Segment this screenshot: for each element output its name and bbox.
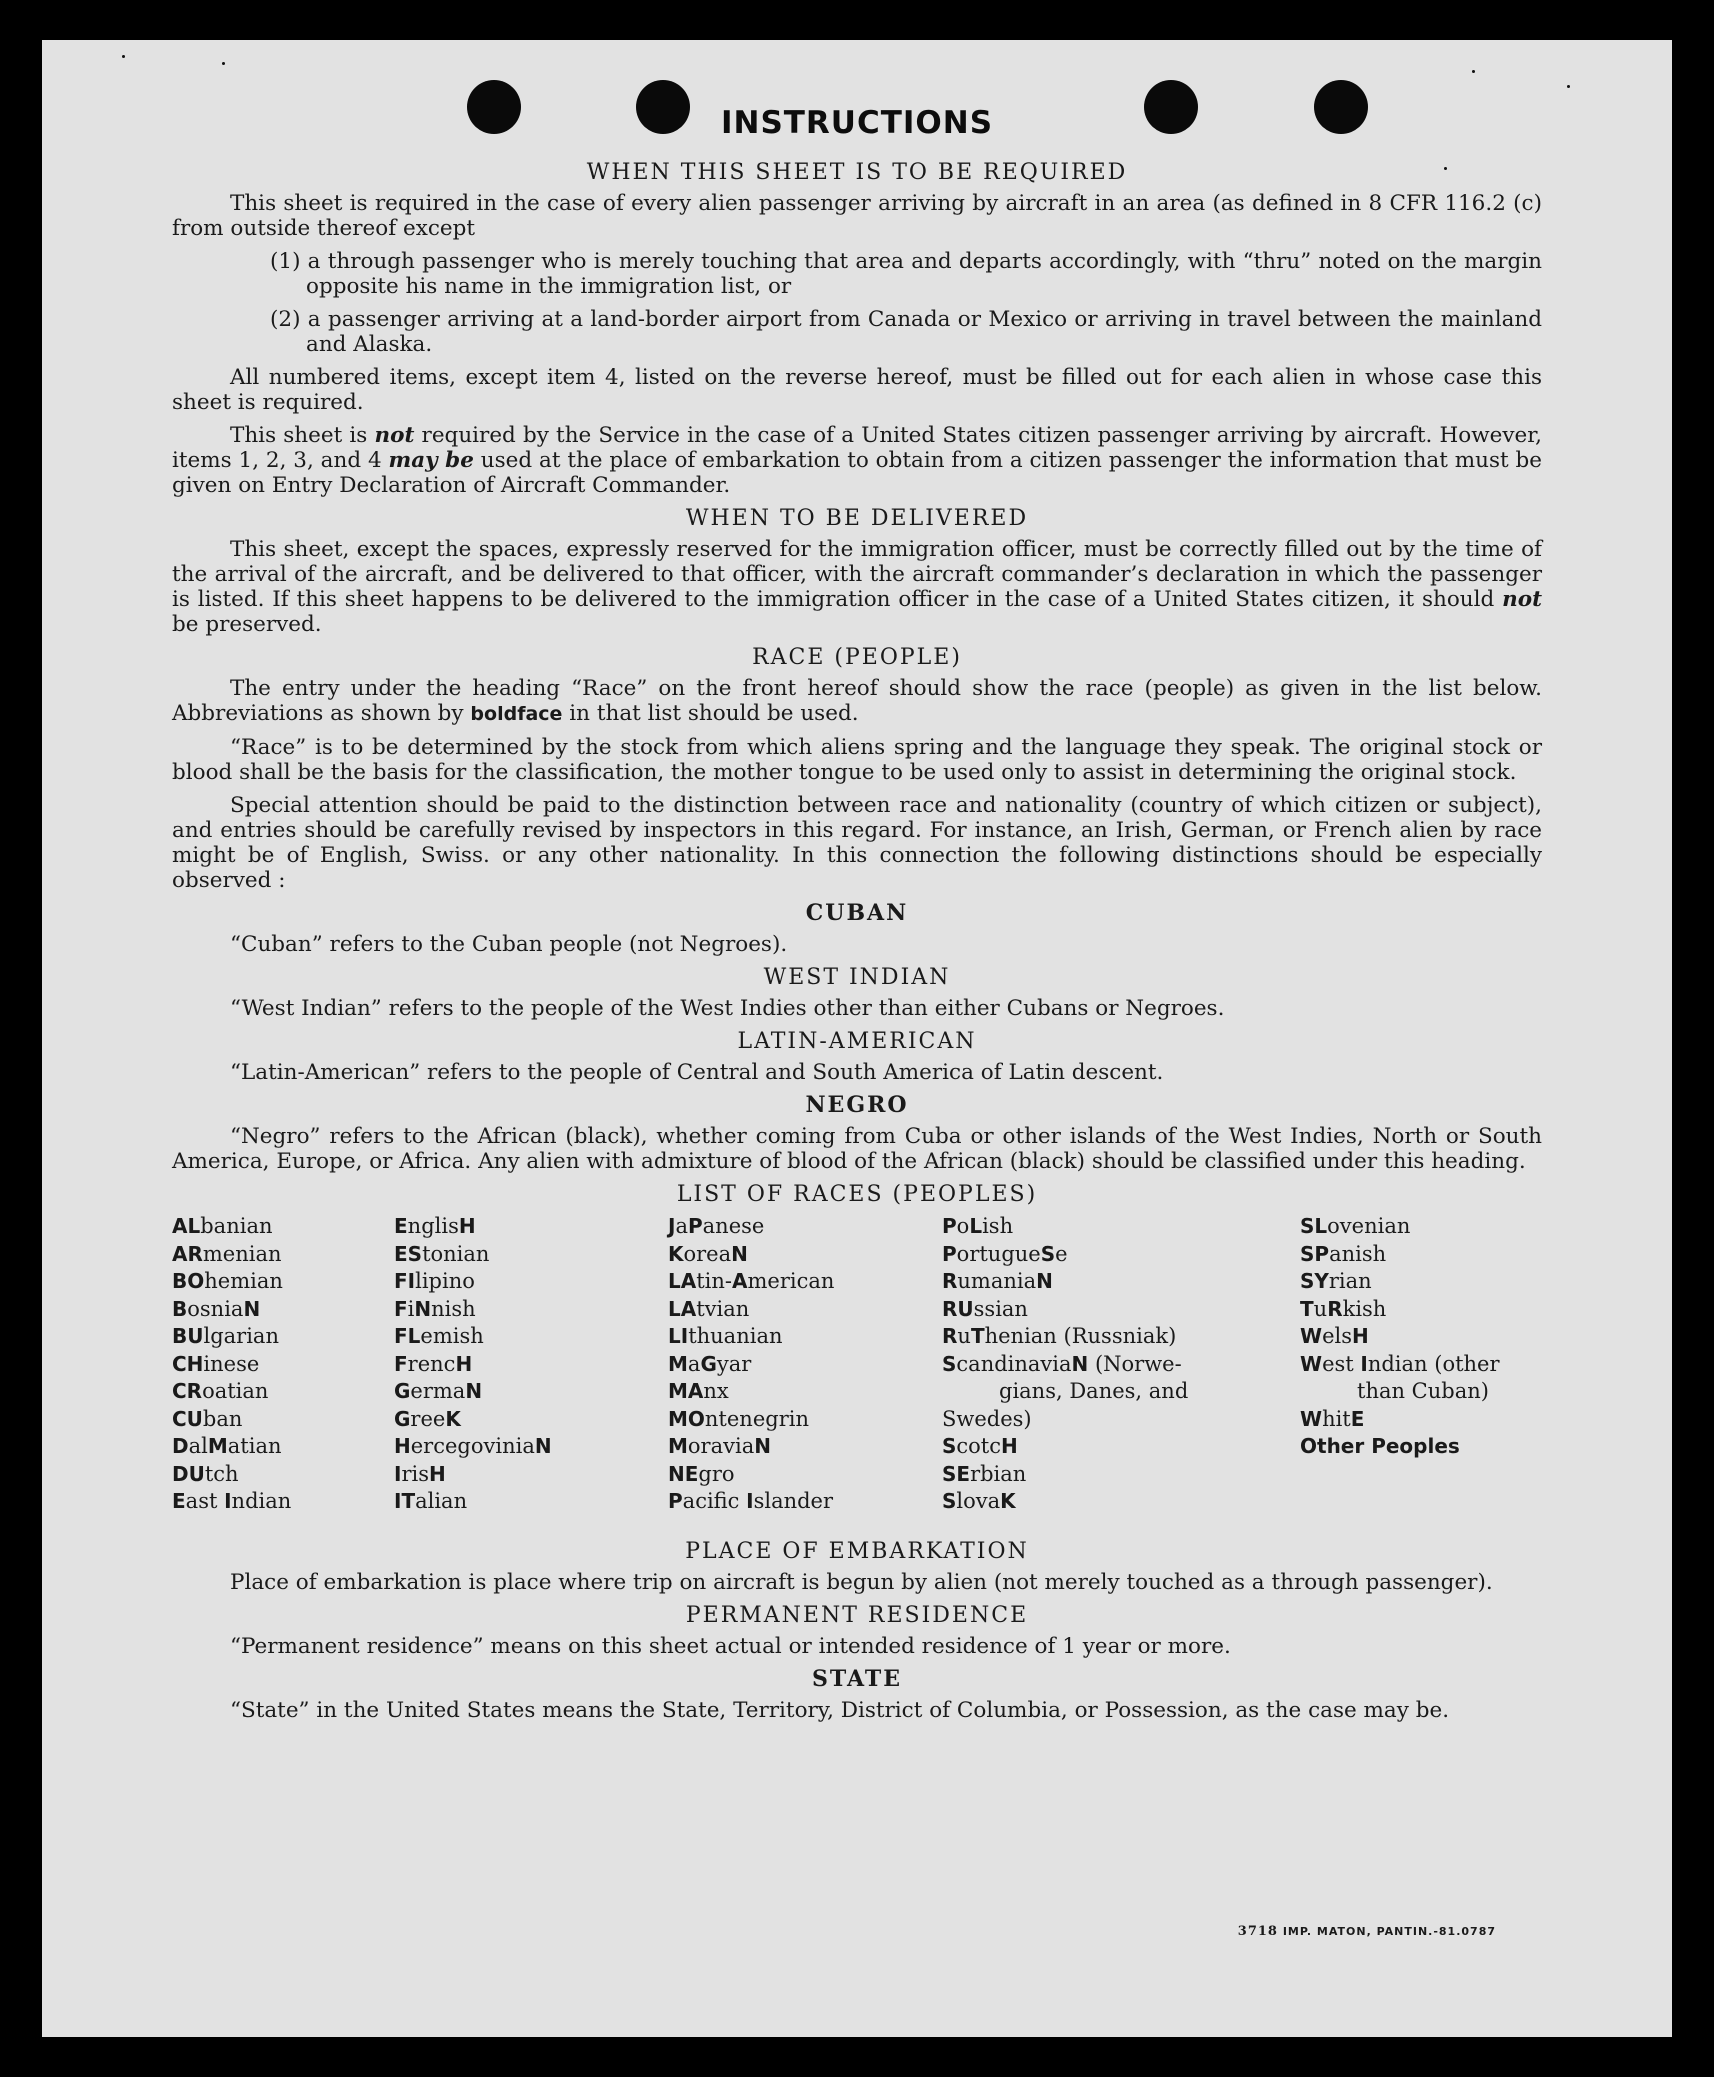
paragraph: This sheet is required in the case of every alien passenger arriving by aircraft in an area (as defined in 8 CFR 116.2 (c) from outside thereof except: [172, 191, 1542, 241]
heading-race: RACE (PEOPLE): [752, 645, 962, 670]
heading-cuban: CUBAN: [805, 900, 909, 926]
race-entry: RUssian: [942, 1296, 1028, 1321]
heading-list-of-races: LIST OF RACES (PEOPLES): [676, 1182, 1038, 1207]
paragraph: “Race” is to be determined by the stock from which aliens spring and the language they speak. The original stock or blood shall be the basis for the classification, the mother tongue to be used only to assist in determining the original stock.: [172, 735, 1542, 785]
list-item: (2) a passenger arriving at a land-border airport from Canada or Mexico or arriving in travel between the mainland and Alaska.: [270, 307, 1542, 357]
instructions-body: [172, 152, 1542, 1731]
race-entry: LAtin-American: [668, 1269, 835, 1293]
race-entry: CUban: [172, 1406, 243, 1431]
race-entry: EStonian: [394, 1241, 490, 1266]
race-entry: ScandinaviaN (Norwe-: [942, 1351, 1182, 1376]
race-entry: FIlipino: [394, 1269, 475, 1293]
race-entry: HercegoviniaN: [394, 1434, 552, 1458]
paragraph: “Cuban” refers to the Cuban people (not Negroes).: [230, 932, 788, 957]
paragraph: This sheet is not required by the Service in the case of a United States citizen passenger arriving by aircraft. However, items 1, 2, 3, and 4 may be used at the place of embarkation to obtain from a citizen passenger the information that must be given on Entry Declaration of Aircraft Commander.: [172, 423, 1543, 498]
heading-when-required: WHEN THIS SHEET IS TO BE REQUIRED: [586, 160, 1128, 185]
race-entry: GermaN: [394, 1379, 483, 1403]
paragraph: “Latin-American” refers to the people of Central and South America of Latin descent.: [230, 1060, 1164, 1085]
race-entry: ITalian: [394, 1489, 468, 1513]
race-entry: RumaniaN: [942, 1269, 1053, 1293]
race-entry: KoreaN: [668, 1241, 748, 1266]
emphasis-not: not: [1502, 587, 1542, 612]
paragraph: The entry under the heading “Race” on the front hereof should show the race (people) as given in the list below. Abbreviations as shown by boldface in that list should be used.: [172, 676, 1542, 726]
race-entry: FiNnish: [394, 1296, 476, 1321]
race-entry: SYrian: [1300, 1269, 1372, 1293]
paragraph: “West Indian” refers to the people of the West Indies other than either Cubans or Negroes.: [230, 996, 1225, 1021]
speck: [1472, 70, 1475, 73]
race-entry: SlovaK: [942, 1489, 1016, 1513]
heading-negro: NEGRO: [805, 1092, 909, 1118]
race-entry: East Indian: [172, 1489, 292, 1513]
race-entry: WelsH: [1300, 1324, 1369, 1348]
paragraph: All numbered items, except item 4, listed on the reverse hereof, must be filled out for each alien in whose case this sheet is required.: [172, 365, 1542, 415]
race-entry: MOntenegrin: [668, 1406, 809, 1431]
emphasis-not: not: [374, 423, 415, 448]
speck: [122, 55, 125, 58]
race-entry: BUlgarian: [172, 1324, 279, 1348]
race-entry: BOhemian: [172, 1269, 283, 1293]
race-entry: DalMatian: [172, 1434, 282, 1458]
race-entry: FLemish: [394, 1324, 484, 1348]
race-entry: IrisH: [394, 1461, 446, 1486]
race-entry: than Cuban): [1357, 1379, 1489, 1403]
race-entry: RuThenian (Russniak): [942, 1324, 1177, 1348]
heading-when-delivered: WHEN TO BE DELIVERED: [685, 506, 1029, 531]
race-entry: Other Peoples: [1300, 1434, 1460, 1458]
heading-latin-american: LATIN-AMERICAN: [737, 1029, 977, 1054]
heading-embarkation: PLACE OF EMBARKATION: [685, 1539, 1029, 1564]
document-sheet: [42, 40, 1672, 2037]
races-column: [668, 1213, 834, 1516]
speck: [1567, 85, 1570, 88]
race-entry: West Indian (other: [1300, 1351, 1500, 1376]
paragraph: Place of embarkation is place where trip on aircraft is begun by alien (not merely touched as a through passenger).: [230, 1570, 1493, 1595]
race-entry: LIthuanian: [668, 1324, 783, 1348]
heading-west-indian: WEST INDIAN: [763, 965, 951, 990]
race-entry: EnglisH: [394, 1214, 476, 1238]
race-entry: SLovenian: [1300, 1214, 1411, 1238]
races-column: [172, 1213, 291, 1516]
race-entry: Swedes): [942, 1406, 1032, 1431]
races-list: [172, 1213, 1542, 1531]
race-entry: ScotcH: [942, 1434, 1018, 1458]
paragraph: “Negro” refers to the African (black), whether coming from Cuba or other islands of the West Indies, North or South America, Europe, or Africa. Any alien with admixture of blood of the African (black) should be classified under this heading.: [172, 1124, 1542, 1174]
race-entry: GreeK: [394, 1406, 461, 1431]
race-entry: MAnx: [668, 1379, 729, 1403]
race-entry: CRoatian: [172, 1379, 269, 1403]
race-entry: CHinese: [172, 1351, 260, 1376]
race-entry: PoLish: [942, 1214, 1014, 1238]
race-entry: DUtch: [172, 1461, 239, 1486]
paragraph: “State” in the United States means the State, Territory, District of Columbia, or Possession, as the case may be.: [230, 1698, 1450, 1723]
race-entry: WhitE: [1300, 1406, 1365, 1431]
race-entry: TuRkish: [1300, 1296, 1387, 1321]
race-entry: MoraviaN: [668, 1434, 771, 1458]
races-column: [1300, 1213, 1500, 1461]
speck: [222, 62, 225, 65]
heading-state: STATE: [811, 1666, 903, 1692]
race-entry: SErbian: [942, 1461, 1027, 1486]
race-entry: MaGyar: [668, 1351, 752, 1376]
race-entry: gians, Danes, and: [999, 1379, 1189, 1403]
race-entry: NEgro: [668, 1461, 735, 1486]
race-entry: BosniaN: [172, 1296, 261, 1321]
paragraph: Special attention should be paid to the distinction between race and nationality (country of which citizen or subject), and entries should be carefully revised by inspectors in this regard. For instance, an Irish, German, or French alien by race might be of English, Swiss. or any other nationality. In this connection the following distinctions should be especially observed :: [172, 793, 1542, 893]
heading-permanent-residence: PERMANENT RESIDENCE: [685, 1603, 1029, 1628]
race-entry: ALbanian: [172, 1214, 273, 1238]
paragraph: This sheet, except the spaces, expressly reserved for the immigration officer, must be correctly filled out by the time of the arrival of the aircraft, and be delivered to that officer, with the aircraft commander’s declaration in which the passenger is listed. If this sheet happens to be delivered to the immigration officer in the case of a United States citizen, it should not be preserved.: [172, 537, 1542, 637]
list-item: (1) a through passenger who is merely touching that area and departs accordingly, with “thru” noted on the margin opposite his name in the immigration list, or: [270, 249, 1542, 299]
race-entry: ARmenian: [172, 1241, 282, 1266]
race-entry: SPanish: [1300, 1241, 1387, 1266]
page-title: INSTRUCTIONS: [720, 105, 994, 141]
boldface-word: boldface: [470, 703, 563, 725]
race-entry: LAtvian: [668, 1296, 750, 1321]
form-number: 3718: [1237, 1924, 1278, 1939]
race-entry: JaPanese: [668, 1214, 765, 1238]
emphasis-may-be: may be: [388, 448, 474, 473]
race-entry: FrencH: [394, 1351, 473, 1376]
paragraph: “Permanent residence” means on this sheet actual or intended residence of 1 year or more.: [230, 1634, 1231, 1659]
printer-imprint: [1238, 1924, 1496, 1939]
race-entry: Pacific Islander: [668, 1489, 834, 1513]
races-column: [394, 1213, 552, 1516]
race-entry: PortugueSe: [942, 1241, 1068, 1266]
races-column: [942, 1213, 1188, 1516]
printer-name: IMP. MATON, PANTIN.-81.0787: [1282, 1925, 1496, 1938]
